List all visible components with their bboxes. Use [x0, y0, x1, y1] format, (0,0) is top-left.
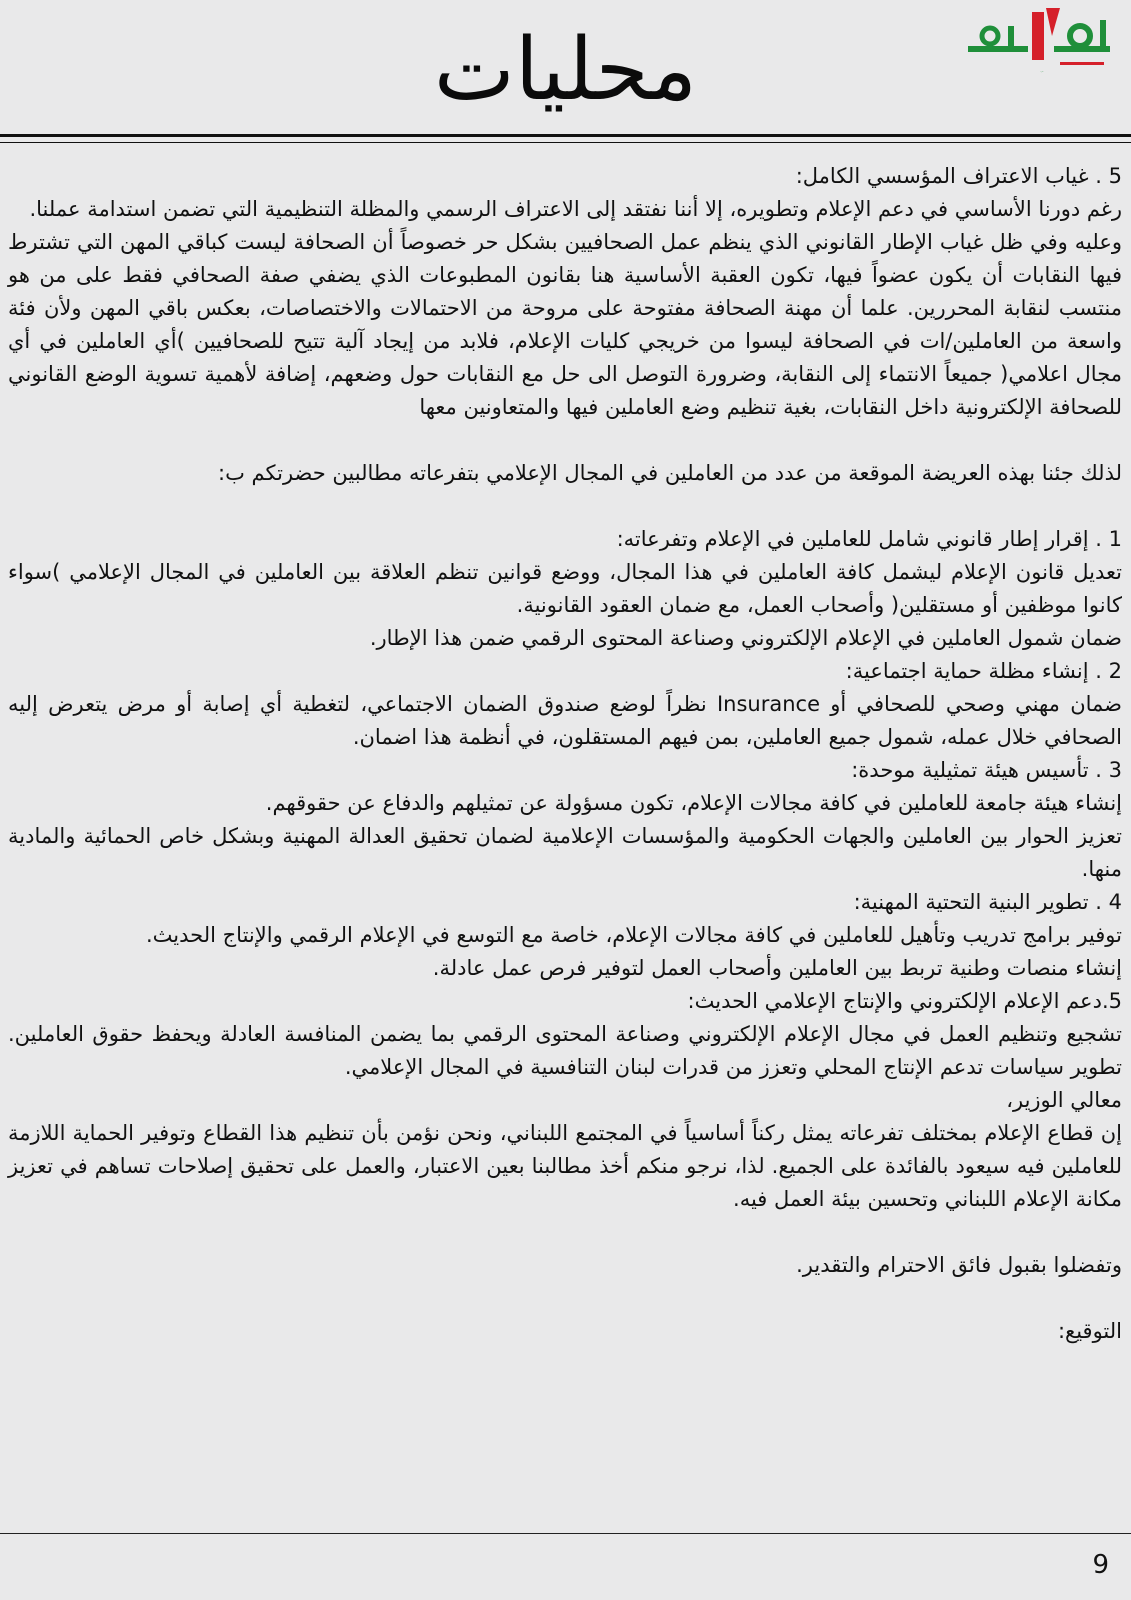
demand-heading-2: 2 . إنشاء مظلة حماية اجتماعية:: [845, 659, 1122, 683]
spacer: [8, 1282, 1122, 1315]
paragraph-demands-intro: لذلك جئنا بهذه العريضة الموقعة من عدد من العاملين في المجال الإعلامي بتفرعاته مطالبين حضرتكم ب:: [218, 461, 1122, 485]
logo-text: هلابيروت: [1040, 72, 1044, 73]
paragraph: توفير برامج تدريب وتأهيل للعاملين في كافة مجالات الإعلام، خاصة مع التوسع في الإعلام الرقمي والإنتاج الحديث.: [146, 923, 1122, 947]
paragraph: إنشاء منصات وطنية تربط بين العاملين وأصحاب العمل لتوفير فرص عمل عادلة.: [432, 956, 1122, 980]
salutation: معالي الوزير،: [1006, 1088, 1122, 1112]
article-body: [8, 160, 1122, 1348]
header-divider-thick: [0, 134, 1131, 137]
signature-label: التوقيع:: [1057, 1319, 1122, 1343]
footer-divider: [0, 1533, 1131, 1534]
paragraph: إنشاء هيئة جامعة للعاملين في كافة مجالات الإعلام، تكون مسؤولة عن تمثيلهم والدفاع عن حقوقهم.: [265, 791, 1122, 815]
page-title: محليات: [433, 20, 698, 120]
paragraph-closing: إن قطاع الإعلام بمختلف تفرعاته يمثل ركناً أساسياً في المجتمع اللبناني، ونحن نؤمن بأن تنظيم هذا القطاع وتوفير الحماية اللازمة للعاملين فيه سيعود بالفائدة على الجميع. لذا، نرجو منكم أخذ مطالبنا بعين الاعتبار، والعمل على تحقيق إصلاحات تساهم في تعزيز مكانة الإعلام اللبناني وتحسين بيئة العمل فيه.: [8, 1121, 1122, 1211]
page-number: 9: [1092, 1550, 1109, 1580]
spacer: [8, 1216, 1122, 1249]
spacer: [8, 490, 1122, 523]
demand-heading-3: 3 . تأسيس هيئة تمثيلية موحدة:: [851, 758, 1122, 782]
demand-heading-5: 5.دعم الإعلام الإلكتروني والإنتاج الإعلامي الحديث:: [687, 989, 1122, 1013]
halabeirut-logo: [960, 6, 1120, 76]
paragraph: ضمان مهني وصحي للصحافي أو Insurance نظراً لوضع صندوق الضمان الاجتماعي، لتغطية أي إصابة أو مرض يتعرض إليه الصحافي خلال عمله، شمول جميع العاملين، بمن فيهم المستقلون، في أنظمة هذا اضمان.: [8, 692, 1122, 749]
page-header: [0, 0, 1131, 150]
paragraph: ضمان شمول العاملين في الإعلام الإلكتروني وصناعة المحتوى الرقمي ضمن هذا الإطار.: [369, 626, 1122, 650]
paragraph: تعزيز الحوار بين العاملين والجهات الحكومية والمؤسسات الإعلامية لضمان تحقيق العدالة المهنية وبشكل خاص الحمائية والمادية منها.: [8, 824, 1122, 881]
demand-heading-4: 4 . تطوير البنية التحتية المهنية:: [853, 890, 1122, 914]
paragraph: وعليه وفي ظل غياب الإطار القانوني الذي ينظم عمل الصحافيين بشكل حر خصوصاً أن الصحافة ليست كباقي المهن التي تشترط فيها النقابات أن يكون عضواً فيها، تكون العقبة الأساسية هنا بقانون المطبوعات الذي يضفي صفة الصحافي فقط على من هو منتسب لنقابة المحررين. علما أن مهنة الصحافة مفتوحة على مروحة من الاحتمالات والاختصاصات، بعكس باقي المهن ولأن فئة واسعة من العاملين/ات في الصحافة ليسوا من خريجي كليات الإعلام، فلابد من إيجاد آلية تتيح للصحافيين )أي العاملين في أي مجال اعلامي( جميعاً الانتماء إلى النقابة، وضرورة التوصل الى حل مع النقابات حول وضعهم، إضافة لأهمية تسوية الوضع القانوني للصحافة الإلكترونية داخل النقابات، بغية تنظيم وضع العاملين فيها والمتعاونين معها: [8, 230, 1122, 419]
section-heading-5: 5 . غياب الاعتراف المؤسسي الكامل:: [795, 164, 1122, 188]
paragraph: تعديل قانون الإعلام ليشمل كافة العاملين في هذا المجال، ووضع قوانين تنظم العلاقة بين العاملين في المجال الإعلامي )سواء كانوا موظفين أو مستقلين( وأصحاب العمل، مع ضمان العقود القانونية.: [8, 560, 1122, 617]
paragraph: تشجيع وتنظيم العمل في مجال الإعلام الإلكتروني وصناعة المحتوى الرقمي بما يضمن المنافسة العادلة ويحفظ حقوق العاملين. تطوير سياسات تدعم الإنتاج المحلي وتعزز من قدرات لبنان التنافسية في المجال الإعلامي.: [8, 1022, 1122, 1079]
regards-line: وتفضلوا بقبول فائق الاحترام والتقدير.: [796, 1253, 1122, 1277]
paragraph: رغم دورنا الأساسي في دعم الإعلام وتطويره، إلا أننا نفتقد إلى الاعتراف الرسمي والمظلة التنظيمية التي تضمن استدامة عملنا.: [29, 197, 1122, 221]
demand-heading-1: 1 . إقرار إطار قانوني شامل للعاملين في الإعلام وتفرعاته:: [616, 527, 1122, 551]
header-divider-thin: [0, 142, 1131, 143]
spacer: [8, 424, 1122, 457]
